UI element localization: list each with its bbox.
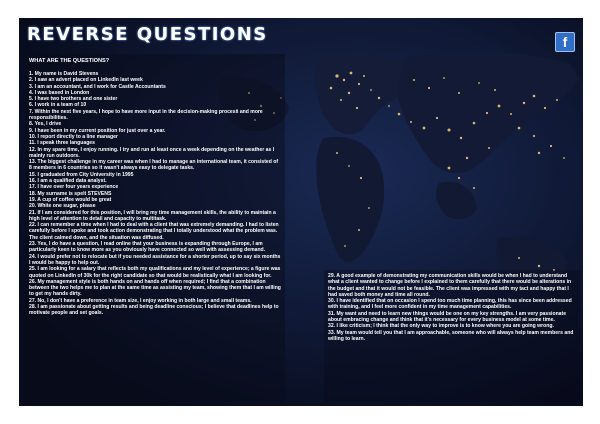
page-title: REVERSE QUESTIONS — [27, 24, 268, 45]
list-item: 9. I have been in my current position for just over a year. — [29, 127, 166, 134]
list-item: 22. I can remember a time when I had to deal with a client that was extremely demanding. I had to listen carefully before I spoke and took action demonstrating that I totally understood what the problem was. The client calmed down, and the situation was diffused. — [29, 222, 279, 241]
facebook-icon[interactable] — [555, 32, 575, 52]
section-heading: WHAT ARE THE QUESTIONS? — [29, 58, 110, 64]
list-item: 6. I work in a team of 10 — [29, 102, 87, 109]
list-item: 3. I am an accountant, and I work for Castle Accountants — [29, 83, 166, 90]
list-item: 18. My surname is spelt STEVENS — [29, 190, 112, 197]
answers-list-right — [324, 270, 580, 342]
list-item: 23. Yes, I do have a question, I read online that your business is expanding through Europe, I am particularly keen to know more as you obviously have connected so well with assessing demand. — [29, 241, 266, 254]
list-item: 7. Within the next five years, I hope to have more input in the decision-making process and more responsibilities. — [29, 108, 263, 122]
list-item: 10. I report directly to a line manager — [29, 133, 118, 140]
list-item: 28. I am passionate about getting results and being deadline conscious; I believe that deadlines help to motivate people and set goals. — [29, 303, 279, 317]
list-item: 13. The biggest challenge in my career was when I had to manage an international team, it consisted of 8 members in 6 countries so it wasn't always easy to delegate tasks. — [29, 159, 279, 172]
list-item: 4. I was based in London — [29, 89, 90, 96]
list-item: 20. White one sugar, please — [29, 203, 96, 210]
list-item: 30. I have identified that on occasion I spend too much time planning, this has since been addressed with training, and I feel more confident in my time management capabilities. — [328, 298, 572, 311]
list-item: 8. Yes, I drive — [29, 121, 62, 128]
facebook-glyph: f — [562, 34, 568, 50]
list-item: 27. No, I don't have a preference in team size, I enjoy working in both large and small teams. — [29, 297, 252, 304]
left-answers-panel — [25, 54, 285, 402]
list-item: 29. A good example of demonstrating my communication skills would be when I had to understand what a client wanted to change before I explained to them carefully that there would be alterations in the budget and that it would not be feasible. The client was impressed with my tact and happy that I had saved both money and time all round. — [328, 273, 572, 298]
list-item: 12. In my spare time, I enjoy running. I try and run at least once a week depending on the weather as I mainly run outdoors. — [29, 146, 275, 159]
list-item: 5. I have two brothers and one sister — [29, 96, 118, 103]
list-item: 21. If I am considered for this position, I will bring my time management skills, the ability to maintain a high level of attention to detail and capacity to multitask. — [29, 209, 276, 222]
list-item: 31. My want and need to learn new things would be one on my key strengths. I am very passionate about embracing change and think that it's necessary for every business model at some time. — [328, 310, 567, 324]
list-item: 1. My name is David Stevens — [29, 71, 99, 77]
poster-sheet — [19, 18, 583, 406]
list-item: 2. I saw an advert placed on LinkedIn last week — [29, 77, 143, 84]
list-item: 25. I am looking for a salary that reflects both my qualifications and my level of experience; a figure was quoted on LinkedIn of 30k for the right candidate so that would be realistically what I am looking for. — [29, 266, 281, 279]
list-item: 16. I am a qualified data analyst. — [29, 178, 107, 185]
right-answers-panel — [324, 270, 580, 402]
list-item: 19. A cup of coffee would be great — [29, 196, 112, 203]
list-item: 26. My management style is both hands on and hands off when required; I find that a combination between the two helps me to plan at the same time as assisting my team, showing them that I am willing to get my hands dirty. — [29, 278, 281, 298]
answers-list-left — [25, 71, 285, 317]
list-item: 11. I speak three languages — [29, 140, 95, 147]
list-item: 32. I like criticism; I think that the only way to improve is to know where you are going wrong. — [328, 323, 554, 330]
list-item: 24. I would prefer not to relocate but if you needed assistance for a shorter period, up to say six months I would be happy to help out. — [29, 253, 281, 266]
list-item: 33. My team would tell you that I am approachable, someone who will always help team members and willing to learn. — [328, 329, 574, 342]
list-item: 15. I graduated from City University in 1995 — [29, 171, 134, 178]
list-item: 17. I have over four years experience — [29, 184, 119, 191]
